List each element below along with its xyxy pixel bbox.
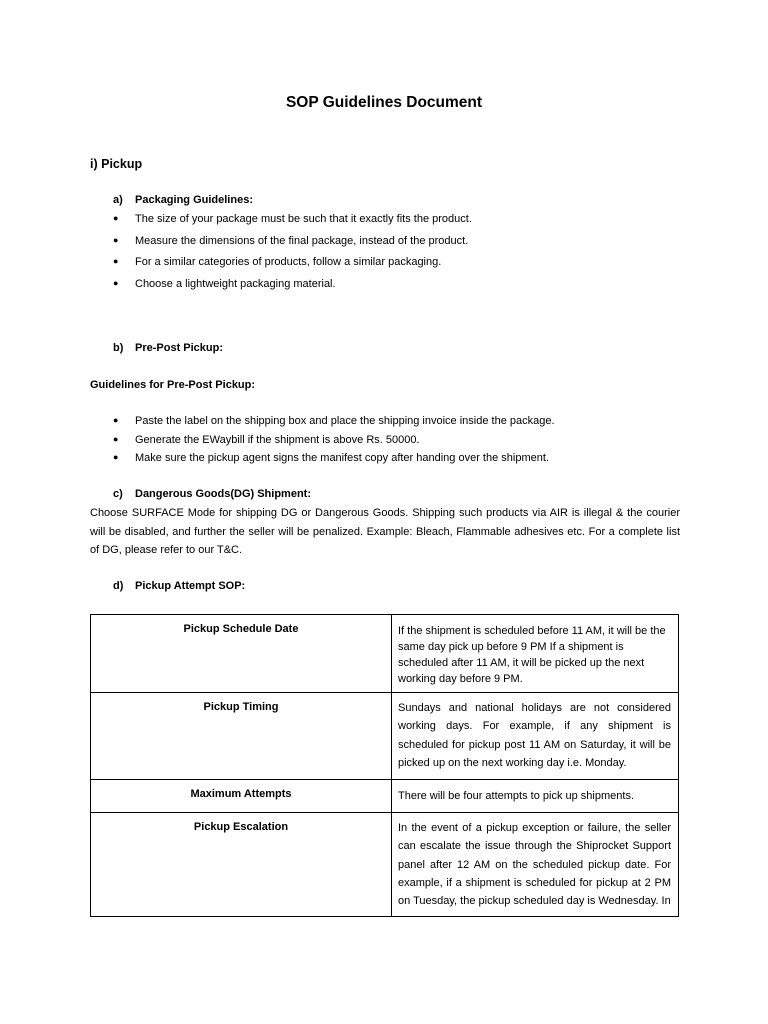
section-heading-pickup: i) Pickup — [90, 157, 143, 171]
table-row — [91, 615, 679, 693]
packaging-marker: a) — [113, 194, 123, 206]
table-key-cell: Pickup Schedule Date — [91, 615, 392, 693]
pre-post-guidelines-heading: Guidelines for Pre-Post Pickup: — [90, 379, 256, 391]
list-item — [113, 415, 555, 434]
list-item — [113, 278, 472, 300]
table-value-cell: In the event of a pickup exception or failure, the seller can escalate the issue through the Shiprocket Support panel after 12 AM on the scheduled pickup date. For example, if a shipment is scheduled for pickup at 2 PM on Tuesday, the pickup scheduled day is Wednesday. In — [392, 813, 679, 917]
dangerous-goods-heading — [113, 488, 311, 500]
list-item-text: For a similar categories of products, follow a similar packaging. — [135, 256, 442, 268]
list-item — [113, 213, 472, 235]
list-item-text: Generate the EWaybill if the shipment is above Rs. 50000. — [135, 433, 420, 446]
packaging-heading — [113, 194, 253, 206]
list-item — [113, 452, 555, 471]
list-item-text: The size of your package must be such that it exactly fits the product. — [135, 213, 472, 225]
pickup-attempt-heading-text: Pickup Attempt SOP: — [135, 580, 246, 592]
pickup-attempt-heading — [113, 580, 245, 592]
list-item — [113, 256, 472, 278]
table-value-cell: If the shipment is scheduled before 11 AM, it will be the same day pick up before 9 PM If a shipment is scheduled after 11 AM, it will be picked up the next working day before 9 PM. — [392, 615, 679, 693]
list-item-text: Make sure the pickup agent signs the manifest copy after handing over the shipment. — [135, 452, 549, 464]
bullet-icon: ● — [113, 234, 119, 245]
bullet-icon: ● — [113, 256, 119, 266]
packaging-heading-text: Packaging Guidelines: — [135, 194, 253, 206]
pre-post-list — [113, 415, 555, 471]
document-title: SOP Guidelines Document — [285, 94, 483, 111]
pre-post-marker: b) — [113, 342, 124, 354]
packaging-list — [113, 213, 472, 299]
pre-post-heading — [113, 342, 223, 354]
table-row — [91, 813, 679, 917]
table-key-cell: Pickup Escalation — [91, 813, 392, 917]
table-key-cell: Maximum Attempts — [91, 780, 392, 813]
pre-post-heading-text: Pre-Post Pickup: — [135, 342, 224, 354]
bullet-icon: ● — [113, 213, 119, 223]
table-key-cell: Pickup Timing — [91, 693, 392, 780]
list-item-text: Measure the dimensions of the final package, instead of the product. — [135, 234, 469, 247]
table-row — [91, 780, 679, 813]
bullet-icon: ● — [113, 433, 119, 444]
bullet-icon: ● — [113, 415, 119, 425]
pickup-attempt-marker: d) — [113, 580, 124, 592]
bullet-icon: ● — [113, 277, 119, 288]
list-item-text: Paste the label on the shipping box and place the shipping invoice inside the package. — [135, 415, 555, 427]
dangerous-goods-heading-text: Dangerous Goods(DG) Shipment: — [135, 488, 311, 500]
dangerous-goods-text: Choose SURFACE Mode for shipping DG or Dangerous Goods. Shipping such products via AIR is illegal & the courier will be disabled, and further the seller will be penalized. Example: Bleach, Flammable adhesives etc. For a complete list of DG, please refer to our T&C. — [90, 507, 680, 556]
table-value-cell: There will be four attempts to pick up shipments. — [392, 780, 679, 813]
dangerous-goods-marker: c) — [113, 488, 123, 500]
pickup-attempt-table — [90, 614, 679, 917]
table-value-cell: Sundays and national holidays are not considered working days. For example, if any shipment is scheduled for pickup post 11 AM on Saturday, it will be picked up on the next working day i.e. Monday. — [392, 693, 679, 780]
table-row — [91, 693, 679, 780]
list-item — [113, 434, 555, 453]
bullet-icon: ● — [113, 452, 119, 462]
list-item — [113, 235, 472, 257]
list-item-text: Choose a lightweight packaging material. — [135, 277, 336, 290]
